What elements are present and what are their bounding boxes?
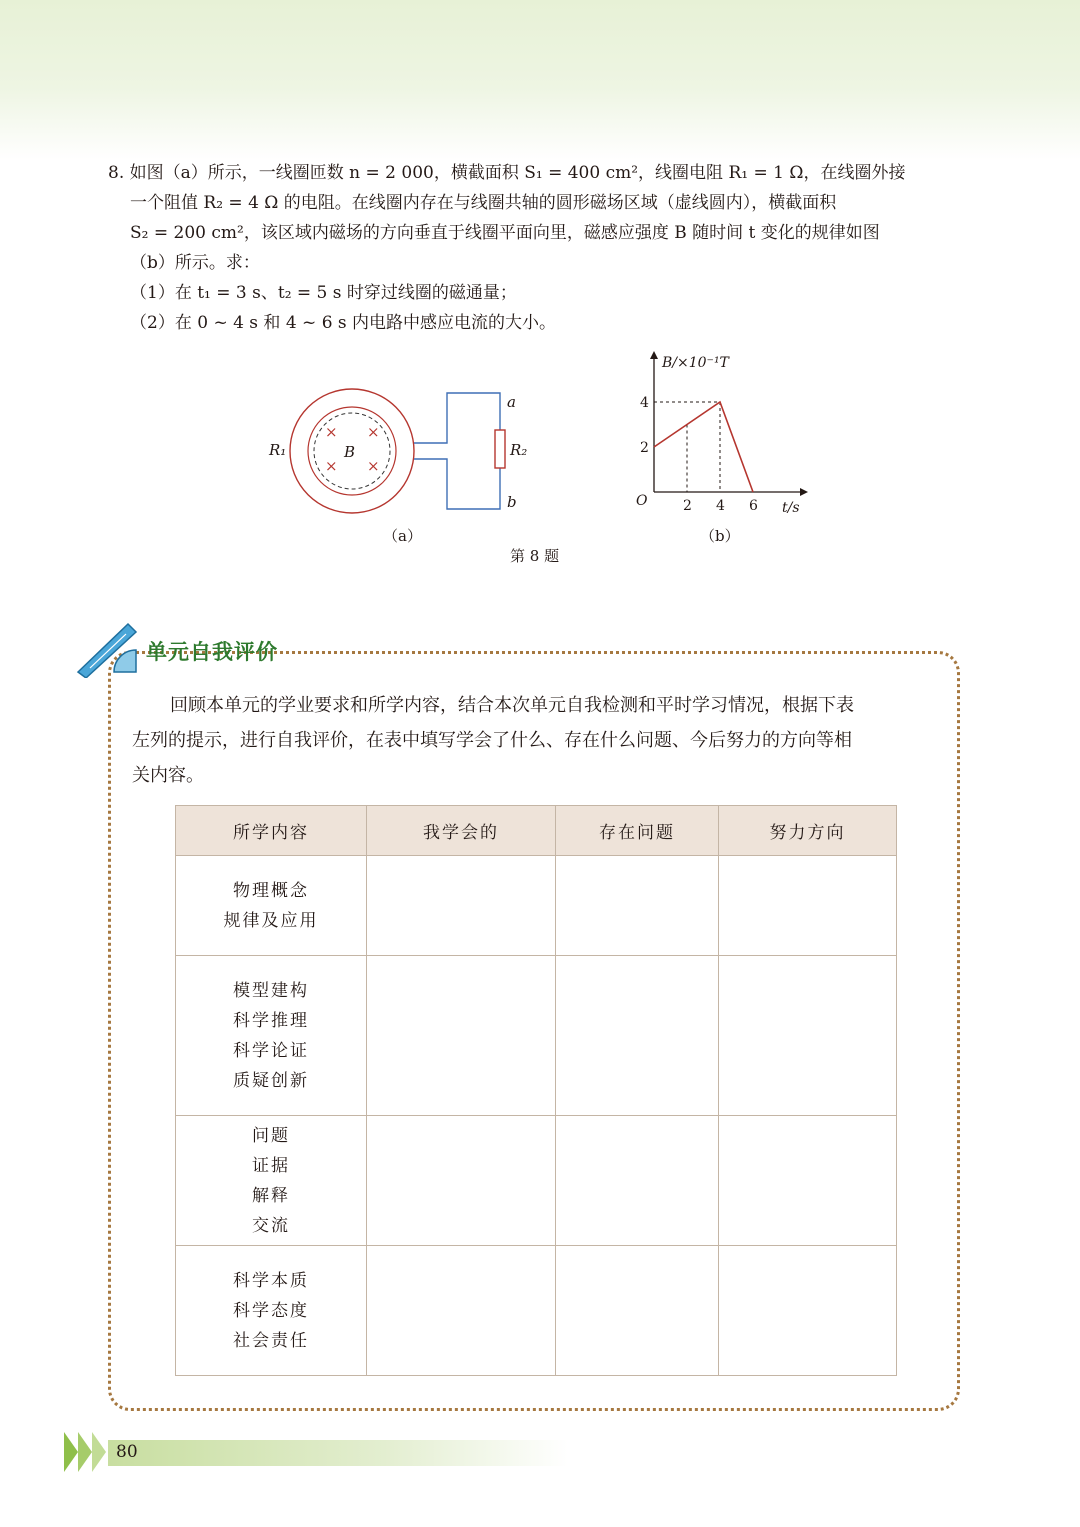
problems-cell[interactable] [556,956,719,1116]
table-header-row [176,806,897,856]
row-label [176,856,367,956]
series-line-b [654,402,753,492]
x-axis-arrow [800,488,808,496]
circuit-wire [414,393,500,509]
origin-label: O [636,493,648,509]
direction-cell[interactable] [719,856,897,956]
chevron-decoration-icon [64,1432,114,1472]
figure-b-graph [622,345,812,525]
intro-line: 回顾本单元的学业要求和所学内容，结合本次单元自我检测和平时学习情况，根据下表 [170,695,854,716]
protractor-icon [74,616,144,678]
problem-line: 一个阻值 R₂ = 4 Ω 的电阻。在线圈内存在与线圈共轴的圆形磁场区域（虚线圆内），横截面积 [130,193,837,213]
row-label-line: 科学论证 [233,1040,309,1061]
label-r2: R₂ [510,441,528,459]
y-tick-label: 2 [640,440,649,456]
caption-b: （b） [700,527,740,545]
y-axis-title: B/×10⁻¹T [662,355,729,371]
field-cross-mark: × [367,457,380,475]
row-label-line: 解释 [252,1185,290,1206]
problem-8 [108,158,978,338]
x-tick-label: 4 [716,498,725,514]
row-label-line: 科学态度 [233,1300,309,1321]
caption-a: （a） [383,527,422,545]
learned-cell[interactable] [367,1246,556,1376]
learned-cell[interactable] [367,956,556,1116]
row-label-line: 科学推理 [233,1010,309,1031]
direction-cell[interactable] [719,1116,897,1246]
evaluation-intro [132,688,942,793]
terminal-a-label: a [507,393,516,411]
figure-a-coil-circuit [262,385,538,515]
problems-cell[interactable] [556,856,719,956]
evaluation-title: 单元自我评价 [146,640,278,664]
field-cross-mark: × [325,423,338,441]
terminal-b-label: b [507,493,517,511]
row-label [176,1246,367,1376]
row-label-line: 科学本质 [233,1270,309,1291]
direction-cell[interactable] [719,1246,897,1376]
y-tick-label: 4 [640,395,649,411]
problem-line: S₂ = 200 cm²，该区域内磁场的方向垂直于线圈平面向里，磁感应强度 B 随时间 t 变化的规律如图 [130,223,880,243]
learned-cell[interactable] [367,856,556,956]
problem-line: （2）在 0 ~ 4 s 和 4 ~ 6 s 内电路中感应电流的大小。 [130,313,557,333]
figure-caption: 第 8 题 [510,547,560,565]
footer-bar [108,1440,568,1466]
row-label-line: 模型建构 [233,980,309,1001]
problems-cell[interactable] [556,1116,719,1246]
problems-cell[interactable] [556,1246,719,1376]
x-tick-label: 6 [749,498,758,514]
direction-cell[interactable] [719,956,897,1116]
problem-line: 8. 如图（a）所示，一线圈匝数 n = 2 000，横截面积 S₁ = 400 cm²，线圈电阻 R₁ = 1 Ω，在线圈外接 [108,163,906,183]
field-cross-mark: × [325,457,338,475]
label-field-b: B [344,443,356,461]
header-cell: 努力方向 [719,806,897,856]
intro-line: 左列的提示，进行自我评价，在表中填写学会了什么、存在什么问题、今后努力的方向等相 [132,730,852,751]
table-row [176,956,897,1116]
row-label-line: 证据 [252,1155,290,1176]
row-label [176,1116,367,1246]
row-label-line: 社会责任 [233,1330,309,1351]
x-axis-title: t/s [782,500,800,516]
evaluation-table [175,805,897,1376]
field-cross-mark: × [367,423,380,441]
label-r1: R₁ [269,441,287,459]
header-cell: 我学会的 [367,806,556,856]
table-row [176,1246,897,1376]
y-axis-arrow [650,351,658,359]
table-row [176,1116,897,1246]
x-tick-label: 2 [683,498,692,514]
intro-line: 关内容。 [132,765,204,786]
row-label-line: 交流 [252,1215,290,1236]
row-label-line: 问题 [252,1125,290,1146]
learned-cell[interactable] [367,1116,556,1246]
table-row [176,856,897,956]
page-number: 80 [116,1442,138,1462]
problem-line: （b）所示。求： [130,253,260,273]
row-label-line: 规律及应用 [223,910,319,931]
row-label [176,956,367,1116]
problem-line: （1）在 t₁ = 3 s、t₂ = 5 s 时穿过线圈的磁通量； [130,283,517,303]
row-label-line: 质疑创新 [233,1070,309,1091]
header-cell: 存在问题 [556,806,719,856]
header-cell: 所学内容 [176,806,367,856]
header-band [0,0,1080,160]
resistor-r2 [495,430,505,468]
row-label-line: 物理概念 [233,880,309,901]
